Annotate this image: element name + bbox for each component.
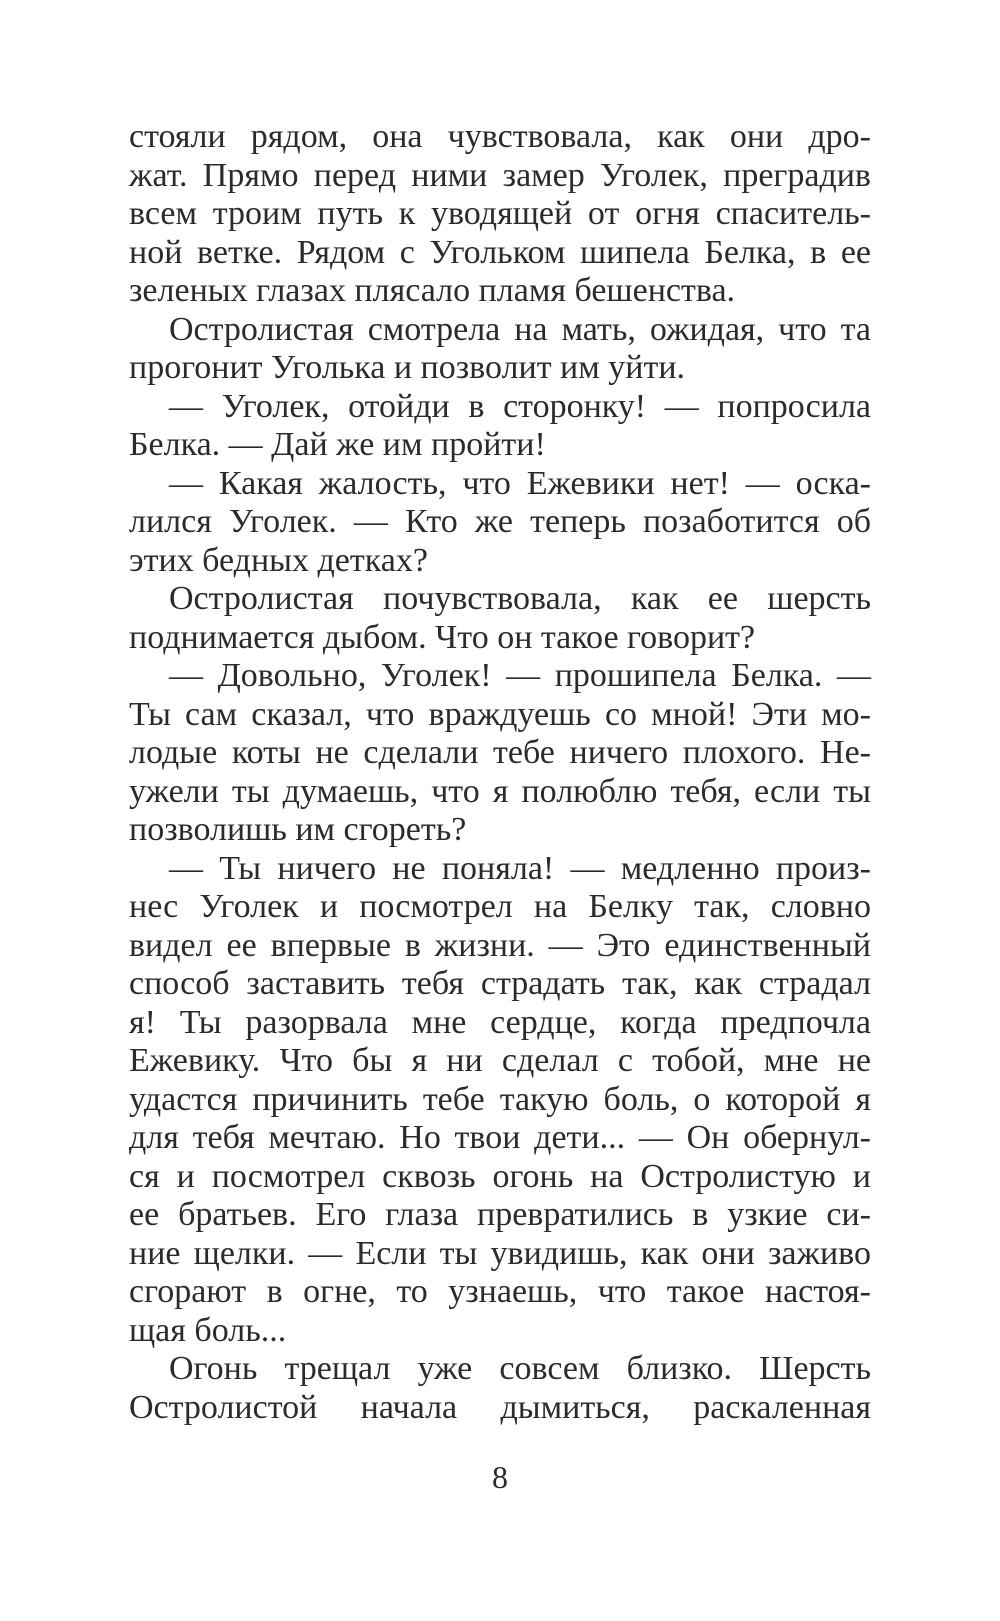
text-line: ужели ты думаешь, что я полюблю тебя, если ты <box>129 772 871 810</box>
text-line: сгорают в огне, то узнаешь, что такое настоя- <box>129 1273 871 1310</box>
paragraph <box>129 311 871 388</box>
text-line: видел ее впервые в жизни. — Это единственный <box>129 926 871 964</box>
text-line: лодые коты не сделали тебе ничего плохого. Не- <box>129 734 871 771</box>
text-line: ее братьев. Его глаза превратились в узкие си- <box>129 1196 871 1233</box>
text-line: жат. Прямо перед ними замер Уголек, преградив <box>129 156 871 194</box>
text-line: прогонит Уголька и позволит им уйти. <box>129 349 686 386</box>
text-line: щая боль... <box>129 1311 287 1349</box>
text-line: ся и посмотрел сквозь огонь на Остролистую и <box>129 1157 871 1195</box>
text-line: — Довольно, Уголек! — прошипела Белка. — <box>169 657 871 694</box>
text-line: — Уголек, отойди в сторонку! — попросила <box>169 387 871 425</box>
text-line: удастся причинить тебе такую боль, о которой я <box>129 1080 871 1118</box>
text-line: способ заставить тебя страдать так, как страдал <box>129 965 871 1002</box>
text-line: поднимается дыбом. Что он такое говорит? <box>129 618 756 656</box>
text-line: я! Ты разорвала мне сердце, когда предпочла <box>129 1003 871 1041</box>
paragraph <box>129 1350 871 1427</box>
text-line: ние щелки. — Если ты увидишь, как они заживо <box>129 1234 871 1272</box>
text-line: Огонь трещал уже совсем близко. Шерсть <box>169 1350 871 1387</box>
text-line: лился Уголек. — Кто же теперь позаботится об <box>129 503 871 540</box>
text-line: — Какая жалость, что Ежевики нет! — оска- <box>169 464 871 502</box>
text-line: Остролистой начала дымиться, раскаленная <box>129 1388 871 1426</box>
text-line: нес Уголек и посмотрел на Белку так, словно <box>129 888 871 925</box>
text-line: для тебя мечтаю. Но твои дети... — Он обернул- <box>129 1119 871 1156</box>
text-line: Ты сам сказал, что враждуешь со мной! Эти мо- <box>129 695 871 733</box>
text-line: ной ветке. Рядом с Угольком шипела Белка, в ее <box>129 233 871 271</box>
paragraph <box>129 580 871 657</box>
text-line: этих бедных детках? <box>129 541 428 579</box>
text-line: — Ты ничего не поняла! — медленно произ- <box>169 849 871 887</box>
text-line: зеленых глазах плясало пламя бешенства. <box>129 272 736 309</box>
text-line: Ежевику. Что бы я ни сделал с тобой, мне не <box>129 1042 871 1079</box>
text-line: всем троим путь к уводящей от огня спаситель- <box>129 195 871 232</box>
paragraph <box>129 118 871 311</box>
paragraph <box>129 850 871 1351</box>
paragraph <box>129 657 871 850</box>
text-line: стояли рядом, она чувствовала, как они дро- <box>129 118 871 155</box>
paragraph <box>129 388 871 465</box>
page-number: 8 <box>492 1459 508 1495</box>
text-line: позволишь им сгореть? <box>129 811 467 848</box>
text-line: Остролистая почувствовала, как ее шерсть <box>169 580 871 617</box>
paragraph <box>129 465 871 581</box>
text-line: Белка. — Дай же им пройти! <box>129 426 546 463</box>
page-body-text <box>129 118 871 1427</box>
text-line: Остролистая смотрела на мать, ожидая, что та <box>169 310 871 348</box>
